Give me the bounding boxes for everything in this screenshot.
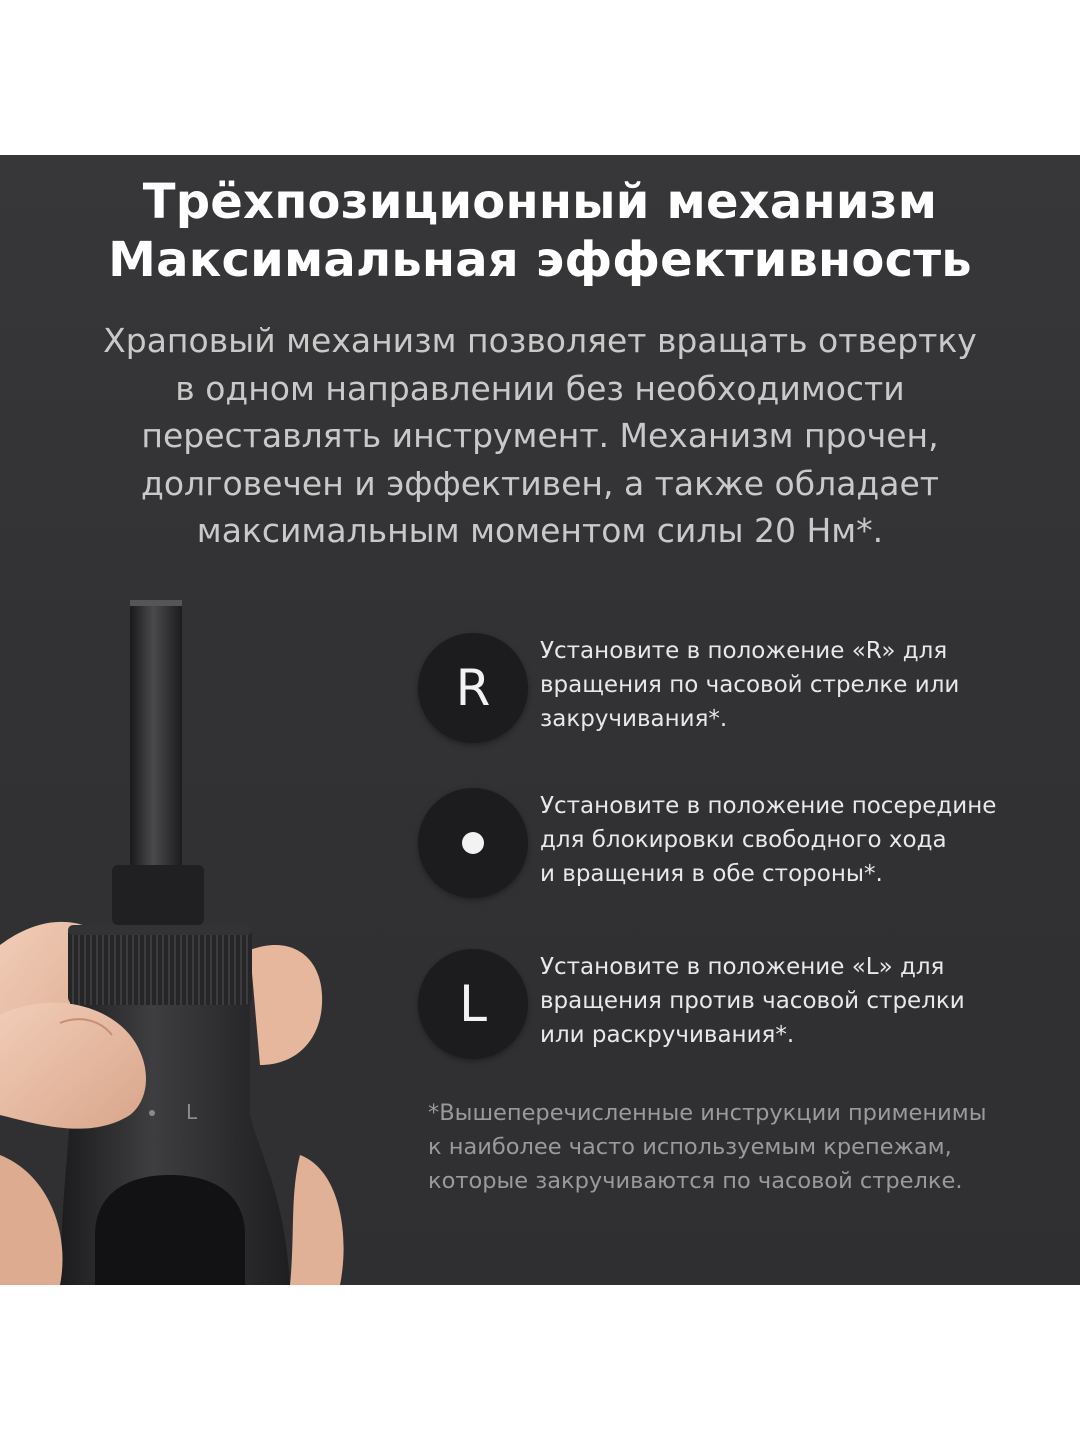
feature-banner: [0, 155, 1080, 1285]
letter-l-icon: [418, 949, 528, 1059]
mode-r: [418, 633, 1058, 743]
bit-shaft: [130, 600, 182, 890]
bit-collar: [112, 865, 204, 925]
engraving-dot: [149, 1110, 155, 1116]
intro-paragraph: Храповый механизм позволяет вращать отвертку в одном направлении без необходимости переставлять инструмент. Механизм прочен, долговечен и эффективен, а также обладает максимальным моментом силы 20 Нм*.: [103, 321, 977, 550]
mode-r-letter: R: [455, 659, 491, 717]
screwdriver-photo: [0, 595, 470, 1285]
knurled-ring: [68, 925, 252, 1005]
mode-center-description: Установите в положение посередине для блокировки свободного хода и вращения в обе стороны*.: [540, 793, 997, 887]
title-line-2: Максимальная эффективность: [108, 232, 972, 288]
mode-l-description: Установите в положение «L» для вращения против часовой стрелки или раскручивания*.: [540, 954, 965, 1048]
banner-title: [0, 173, 1080, 289]
mode-l: [418, 949, 1058, 1059]
title-line-1: Трёхпозиционный механизм: [142, 174, 938, 230]
dot-icon: [418, 788, 528, 898]
mode-l-letter: L: [459, 975, 487, 1033]
mode-r-description: Установите в положение «R» для вращения по часовой стрелке или закручивания*.: [540, 638, 960, 732]
mode-center: [418, 788, 1058, 898]
engraving-l: L: [186, 1100, 198, 1124]
letter-r-icon: [418, 633, 528, 743]
footnote: *Вышеперечисленные инструкции применимы к наиболее часто используемым крепежам, которые закручиваются по часовой стрелке.: [428, 1100, 987, 1194]
palm: [0, 1155, 63, 1285]
mode-center-dot: [462, 832, 484, 854]
